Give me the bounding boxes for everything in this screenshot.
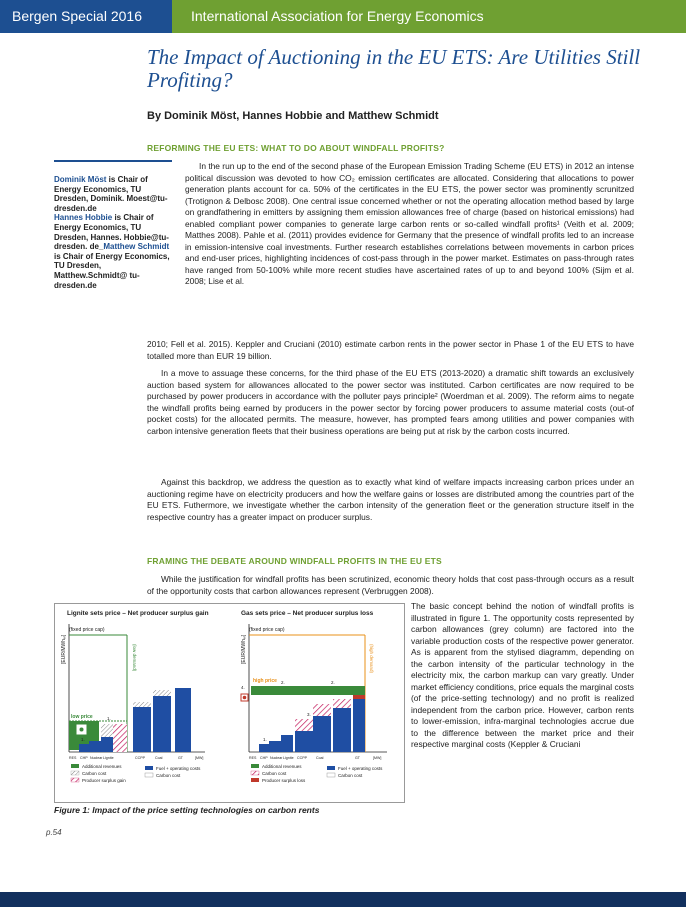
left-bar-ccpp-carbon — [133, 702, 151, 707]
body-paragraph-5: The basic concept behind the notion of windfall profits is illustrated in figure 1. The opportunity costs represented by carbon allowances (grey column) are factored into the variable production costs of the respective power generator. As is apparent from the stylised diagramm, depending on the carbon intensity of the particular technology in the electricity mix, the carbon markup can vary greatly. Under market efficiency conditions, price equals the marginal costs (of the price-setting technology) and no profit is realized independent from the carbon price. However, carbon rents to lower-emission, infra-marginal technologies accrue due to the difference between the market price and their respective marginal costs (Keppler & Cruciani — [411, 601, 634, 749]
section-heading-2: FRAMING THE DEBATE AROUND WINDFALL PROFITS IN THE EU ETS — [147, 556, 442, 566]
right-panel — [241, 610, 387, 783]
right-marker-2b: 2. — [331, 680, 335, 685]
bio-text-2: is Chair of Energy Economics, TU Dresden, Hannes. Hobbie@tu-dresden. de_ — [54, 213, 169, 252]
left-tech-chp: CHP — [80, 756, 88, 760]
right-bar-gas-carbon — [333, 699, 351, 708]
header-left-text: Bergen Special 2016 — [12, 8, 142, 24]
right-marker-circle — [243, 696, 247, 700]
right-bar-lignite — [281, 735, 293, 752]
left-tech-nuclear: Nuclear — [90, 756, 103, 760]
right-marker-3: 3. — [307, 712, 311, 717]
figure-1 — [54, 603, 405, 803]
right-legend-1: Carbon cost — [262, 771, 287, 776]
left-bar-coal — [153, 696, 171, 752]
left-bar-chp — [79, 744, 89, 752]
right-bar-gas — [333, 708, 351, 752]
bio-name-3: Matthew Schmidt — [103, 242, 170, 252]
left-low-price-label: low price — [71, 714, 93, 720]
right-legend-4: Carbon cost — [338, 773, 363, 778]
right-marker-1: 1. — [263, 737, 267, 742]
right-legend-3: Fuel + operating costs — [338, 766, 383, 771]
left-marker-1: 1. — [107, 716, 111, 721]
right-high-price-label: high price — [253, 678, 277, 684]
body-paragraph-1: In the run up to the end of the second phase of the European Emission Trading Scheme (EU ETS) in 2012 an intense political discussion was devoted to how CO₂ emission certificates are allocated. Considering that allocations to power generation plants account for ca. 50% of the certificates in the EU ETS, the power sector was prominently scrunitzed (Trotignon & Delbosc 2008). One central issue concerned whether or not the operating allocation method based by large on grandfathering in emitters by assigning them emission allowances free of charge (based on historical emissions) had enabled compliant power companies to generate large carbon rents or so-called windfall profits¹ (Veith et al. 2009; Matthes 2008). Pahle et al. (2011) provides evidence for Germany that the presence of windfall profits led to an increase in emission-intensive coal investments. Further research establishes correlations between movements in carbon prices and end-user prices, highlighting incidences of cost-pass through in the power market. Estimates on pass-through rates have ranged from 50-100% while more recent studies have ascertained rates of up to and beyond 100% (Sijm et al. 2008; Lise et al. — [185, 161, 634, 286]
right-bar-ccpp-carbon — [295, 719, 313, 731]
right-bar-gt — [353, 699, 365, 752]
right-marker-4: 4. — [241, 685, 245, 690]
right-panel-title: Gas sets price – Net producer surplus loss — [241, 610, 374, 617]
left-surplus-gain — [113, 724, 127, 752]
right-marker-2a: 2. — [281, 680, 285, 685]
body-paragraph-1b: 2010; Fell et al. 2015). Keppler and Cruciani (2010) estimate carbon rents in the power sector in Phase 1 of the EU ETS to have totalled more than EUR 19 billion. — [147, 339, 634, 361]
left-bar-nuclear — [89, 741, 101, 752]
right-fixed-cap-label: (fixed price cap) — [249, 627, 285, 633]
right-tech-gt: GT — [355, 756, 360, 760]
header-right-text: International Association for Energy Economics — [191, 8, 484, 24]
left-bar-lignite-carbon — [101, 724, 113, 737]
figure-caption: Figure 1: Impact of the price setting technologies on carbon rents — [54, 805, 320, 815]
left-legend-3: Fuel + operating costs — [156, 766, 201, 771]
right-bar-chp — [259, 744, 269, 752]
right-tech-lignite: Lignite — [283, 756, 294, 760]
left-legend-1: Carbon cost — [82, 771, 107, 776]
left-bar-coal-carbon — [153, 690, 171, 696]
right-legend-2: Producer surplus loss — [262, 778, 306, 783]
right-tech-ccpp: CCPP — [297, 756, 307, 760]
right-bar-coal-carbon — [313, 704, 331, 716]
body-paragraph-2: In a move to assuage these concerns, for the third phase of the EU ETS (2013-2020) a dramatic shift towards an exclusively auction based system for allowances allocated to the power sector was instituted. Carbon certificates are now required to be purchased by power producers in accordance with the polluter pays principle² (Woerdman et al. 2009). The reform aims to negate the windfall profits being earned by producers in the power sector by forcing power producers to assume material costs (out-of pocket costs) for the allocated permits. The measure, however, has prompted fears among utilities and power companies with carbon intensive generation fleets that their business operations are being put at risk by the carbon costs incurred. — [147, 368, 634, 436]
left-panel — [61, 610, 209, 783]
right-tech-res: RES — [249, 756, 257, 760]
bio-text-3: is Chair of Energy Economics, TU Dresden, Matthew.Schmidt@ tu-dresden.de — [54, 251, 170, 290]
right-bar-nuclear — [269, 741, 281, 752]
body-paragraph-4: While the justification for windfall profits has been scrutinized, economic theory holds that cost pass-through occurs as a result of the opportunity costs that carbon allowances represent (Verbruggen 2008). — [147, 574, 634, 596]
left-tech-gt: GT — [178, 756, 183, 760]
bio-name-2: Hannes Hobbie — [54, 213, 113, 223]
left-fixed-cap-label: (fixed price cap) — [69, 627, 105, 633]
section-heading-1: REFORMING THE EU ETS: WHAT TO DO ABOUT WINDFALL PROFITS? — [147, 143, 445, 153]
left-marker-circle — [80, 728, 84, 732]
left-tech-res: RES — [69, 756, 77, 760]
left-tech-coal: Coal — [155, 756, 163, 760]
left-legend-2: Producer surplus gain — [82, 778, 126, 783]
right-demand-label: (high demand) — [369, 644, 374, 674]
right-y-axis-label: [EUR/MWhₑₗ] — [241, 634, 247, 664]
right-bar-ccpp — [295, 731, 313, 752]
left-y-axis-label: [EUR/MWhₑₗ] — [61, 634, 67, 664]
left-bar-lignite — [101, 737, 113, 752]
right-additional-revenue-band — [251, 686, 365, 695]
right-tech-nuclear: Nuclear — [270, 756, 283, 760]
authors-line: By Dominik Möst, Hannes Hobbie and Matthew Schmidt — [147, 110, 439, 122]
bio-name-1: Dominik Möst — [54, 175, 107, 184]
bio-text-1: is Chair of Energy Economics, TU Dresden, Dominik. Moest@tu-dresden.de — [54, 175, 168, 213]
left-legend-0: Additional revenues — [82, 764, 122, 769]
right-tech-chp: CHP — [260, 756, 268, 760]
author-bio — [54, 160, 172, 290]
left-bar-gt — [175, 688, 191, 752]
page-number: p.54 — [46, 828, 62, 837]
figure-1-graphic — [55, 604, 404, 802]
left-tech-lignite: Lignite — [103, 756, 114, 760]
left-panel-title: Lignite sets price – Net producer surplus gain — [67, 610, 209, 617]
right-tech-coal: Coal — [316, 756, 324, 760]
left-demand-label: (low demand) — [132, 644, 137, 672]
right-legend-0: Additional revenues — [262, 764, 302, 769]
left-bar-ccpp — [133, 707, 151, 752]
right-bar-coal — [313, 716, 331, 752]
right-x-unit: [MW] — [373, 756, 382, 760]
footer-band — [0, 892, 686, 907]
right-legend — [251, 764, 383, 783]
left-legend-4: Carbon cost — [156, 773, 181, 778]
article-title: The Impact of Auctioning in the EU ETS: Are Utilities Still Profiting? — [147, 45, 641, 92]
left-legend — [71, 764, 201, 783]
right-surplus-loss — [353, 695, 365, 699]
left-tech-ccpp: CCPP — [135, 756, 145, 760]
left-marker-1b: 1. — [81, 737, 85, 742]
left-x-unit: [MW] — [195, 756, 204, 760]
body-paragraph-3: Against this backdrop, we address the question as to exactly what kind of welfare impacts increasing carbon prices under an auctioning regime have on electricity producers and how the welfare gains or losses are distributed among the countries part of the EU ETS. Futhermore, we investigate whether the carbon intensity of the generation fleet or the generation structure itself in the respective country has a greater impact on producer surplus. — [147, 477, 634, 522]
